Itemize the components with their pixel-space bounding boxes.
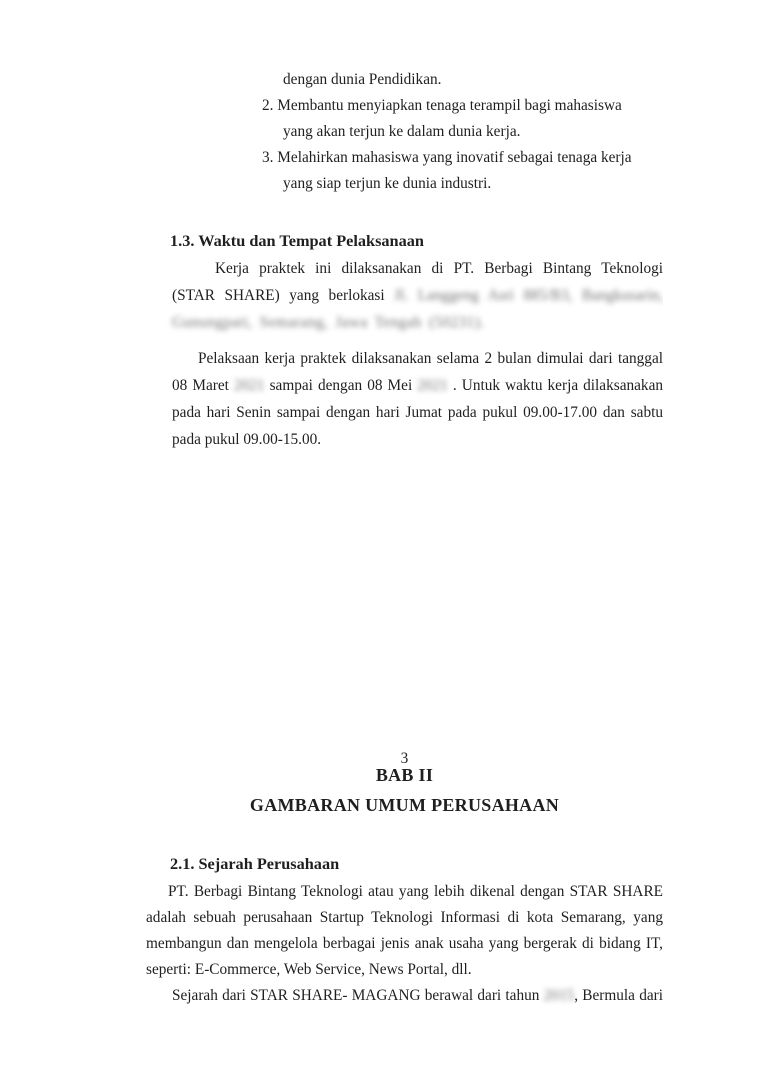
paragraph-line: pada pukul 09.00-15.00. [172, 431, 322, 448]
list-item-1-continuation: dengan dunia Pendidikan. [283, 71, 442, 88]
paragraph-text: . Untuk waktu kerja dilaksanakan [452, 377, 663, 394]
redacted-year-2: 2021 [417, 377, 448, 394]
section-2-1-paragraph-1 [146, 879, 663, 1009]
paragraph-line: pada hari Senin sampai dengan hari Jumat pada pukul 09.00-17.00 dan sabtu [172, 404, 663, 421]
redacted-year-3: 2015 [543, 987, 575, 1004]
intro-list [262, 67, 692, 197]
paragraph-line: Pelaksaan kerja praktek dilaksanakan selama 2 bulan dimulai dari tanggal [198, 350, 663, 367]
paragraph-text: Sejarah dari STAR SHARE- MAGANG berawal dari tahun [172, 987, 540, 1004]
paragraph-line: PT. Berbagi Bintang Teknologi atau yang lebih dikenal dengan STAR SHARE [168, 883, 663, 900]
chapter-title: BAB II [375, 765, 434, 785]
list-item-2-line-1: 2. Membantu menyiapkan tenaga terampil bagi mahasiswa [262, 97, 622, 114]
section-1-3-paragraph-2 [172, 345, 663, 453]
redacted-year-1: 2021 [233, 377, 265, 394]
section-heading-2-1: 2.1. Sejarah Perusahaan [170, 854, 340, 873]
list-item-2-line-2: yang akan terjun ke dalam dunia kerja. [283, 123, 521, 140]
paragraph-line: membangun dan mengelola berbagai jenis anak usaha yang bergerak di bidang IT, [146, 935, 663, 952]
chapter-subtitle: GAMBARAN UMUM PERUSAHAAN [249, 795, 560, 815]
redacted-address-line-2: Gunungpati, Semarang, Jawa Tengah (50231). [172, 314, 485, 331]
paragraph-text: (STAR SHARE) yang berlokasi [172, 287, 385, 304]
list-item-3-line-1: 3. Melahirkan mahasiswa yang inovatif sebagai tenaga kerja [262, 149, 632, 166]
paragraph-line [172, 309, 663, 336]
paragraph-line: adalah sebuah perusahaan Startup Teknologi Informasi di kota Semarang, yang [146, 909, 663, 926]
paragraph-line: Kerja praktek ini dilaksanakan di PT. Berbagi Bintang Teknologi [215, 260, 663, 277]
paragraph-text: 08 Maret [172, 377, 229, 394]
paragraph-text: sampai dengan 08 Mei [269, 377, 413, 394]
redacted-address-line-1: Jl. Langgeng Asri 885/B3, Bangkusarin, [394, 287, 663, 304]
section-1-3-paragraph-1 [172, 255, 663, 336]
section-heading-1-3: 1.3. Waktu dan Tempat Pelaksanaan [170, 231, 424, 250]
paragraph-text: , Bermula dari [574, 987, 663, 1004]
list-item-3-line-2: yang siap terjun ke dunia industri. [283, 175, 492, 192]
paragraph-line [172, 282, 663, 309]
paragraph-line: seperti: E-Commerce, Web Service, News Portal, dll. [146, 961, 472, 978]
paragraph-line [146, 983, 663, 1009]
page-number: 3 [400, 750, 409, 767]
paragraph-line [172, 372, 663, 399]
